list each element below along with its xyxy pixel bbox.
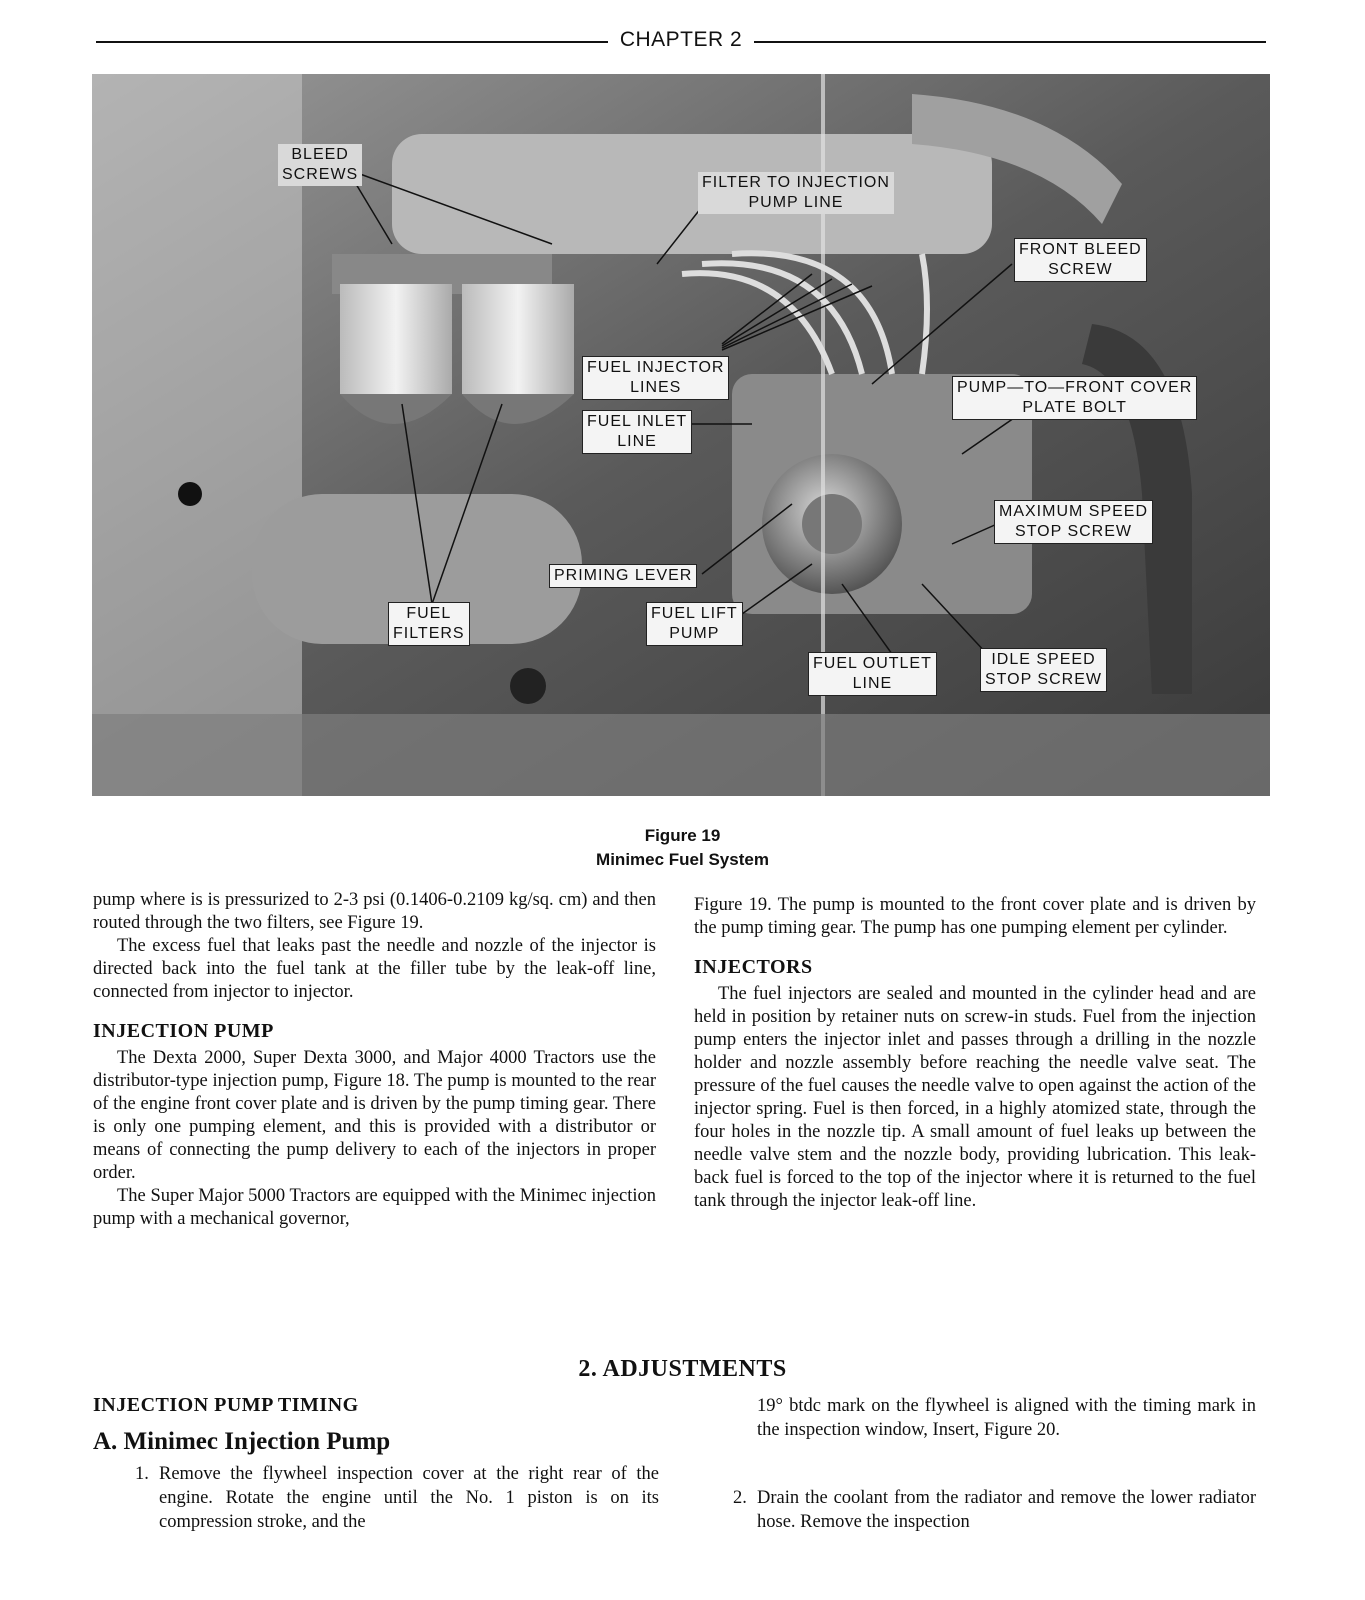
paragraph: The excess fuel that leaks past the needle and nozzle of the injector is directed back into the fuel tank at the filler tube by the leak-off line, connected from injector to injector. [93,936,656,1002]
engine-photo [92,74,1270,796]
section-title-adjustments: 2. ADJUSTMENTS [578,1356,787,1382]
callout-line: PUMP [669,625,720,642]
figure-title: Minimec Fuel System [596,850,769,869]
callout-line: IDLE SPEED [991,651,1096,668]
callout-line: PUMP—TO—FRONT COVER [957,379,1193,396]
callout-line: PRIMING LEVER [554,567,693,584]
callout-fuel-filters [388,602,470,646]
callout-bleed-screws [278,144,362,186]
callout-line: BLEED [291,146,349,163]
callout-maximum-speed [994,500,1153,544]
figure-number: Figure 19 [644,826,721,845]
callout-line: SCREWS [282,166,359,183]
heading-minimec-injection-pump: A. Minimec Injection Pump [93,1428,391,1455]
callout-line: PUMP LINE [748,194,844,211]
callout-line: FUEL [406,605,452,622]
paragraph: The Dexta 2000, Super Dexta 3000, and Major 4000 Tractors use the distributor-type injection pump, Figure 18. The pump is mounted to the rear of the engine front cover plate and is driven by the pump timing gear. There is only one pumping element, and this is provided with a distributor or means of connecting the pump delivery to each of the injectors in proper order. [93,1048,656,1183]
callout-line: FRONT BLEED [1019,241,1142,258]
callout-line: PLATE BOLT [1022,399,1127,416]
callout-line: LINES [630,379,682,396]
callout-line: FUEL LIFT [651,605,738,622]
paragraph: Figure 19. The pump is mounted to the front cover plate and is driven by the pump timing gear. The pump has one pumping element per cylinder. [694,895,1256,938]
chapter-header [96,28,1266,54]
callout-idle-speed [980,648,1107,692]
callout-fuel-outlet-line [808,652,937,696]
step-1-continued: 19° btdc mark on the flywheel is aligned with the timing mark in the inspection window, Insert, Figure 20. [757,1396,1256,1440]
chapter-title: CHAPTER 2 [619,28,743,51]
paragraph: pump where is is pressurized to 2-3 psi (0.1406-0.2109 kg/sq. cm) and then routed through the two filters, see Figure 19. [93,890,656,933]
callout-front-bleed-screw [1014,238,1147,282]
callout-fuel-lift-pump [646,602,743,646]
right-column [694,894,1256,1213]
figure-caption [0,824,1365,872]
step-text: Drain the coolant from the radiator and remove the lower radiator hose. Remove the inspection [757,1488,1256,1532]
callout-line: LINE [852,675,893,692]
header-rule-left [96,41,608,43]
step-number: 1. [135,1464,149,1484]
callout-line: FUEL INLET [587,413,688,430]
section-heading-injectors: INJECTORS [694,956,813,978]
callout-line: MAXIMUM SPEED [999,503,1149,520]
callout-line: FILTERS [393,625,465,642]
callout-priming-lever [549,564,697,588]
callout-line: STOP SCREW [1015,523,1132,540]
section-heading-injection-pump: INJECTION PUMP [93,1020,274,1042]
paragraph: The Super Major 5000 Tractors are equipped with the Minimec injection pump with a mechanical governor, [93,1186,656,1229]
callout-line: FUEL INJECTOR [587,359,725,376]
callout-filter-to-injection [698,172,894,214]
left-column [93,889,656,1231]
step-number: 2. [733,1488,747,1508]
header-rule-right [754,41,1266,43]
step-text: Remove the flywheel inspection cover at the right rear of the engine. Rotate the engine until the No. 1 piston is on its compression stroke, and the [159,1464,659,1532]
step-2 [733,1486,1256,1534]
callout-line: FUEL OUTLET [813,655,932,672]
callout-fuel-injector-lines [582,356,729,400]
step-1 [135,1462,659,1534]
callout-fuel-inlet-line [582,410,692,454]
callout-line: SCREW [1048,261,1113,278]
heading-injection-pump-timing: INJECTION PUMP TIMING [93,1394,359,1416]
callout-line: FILTER TO INJECTION [702,174,890,191]
callout-line: STOP SCREW [985,671,1102,688]
paragraph: The fuel injectors are sealed and mounted in the cylinder head and are held in position by retainer nuts on screw-in studs. Fuel from the injection pump enters the injector inlet and passes through a drilling in the nozzle holder and nozzle assembly before reaching the needle valve seat. The pressure of the fuel causes the needle valve to open against the action of the injector spring. Fuel is then forced, in a highly atomized state, through the four holes in the nozzle tip. A small amount of fuel leaks up between the needle valve stem and the nozzle body, providing lubrication. This leak-back fuel is forced to the top of the injector where it is returned to the fuel tank through the injector leak-off line. [694,984,1256,1211]
callout-line: LINE [617,433,657,450]
callout-pump-to-front-cover [952,376,1197,420]
